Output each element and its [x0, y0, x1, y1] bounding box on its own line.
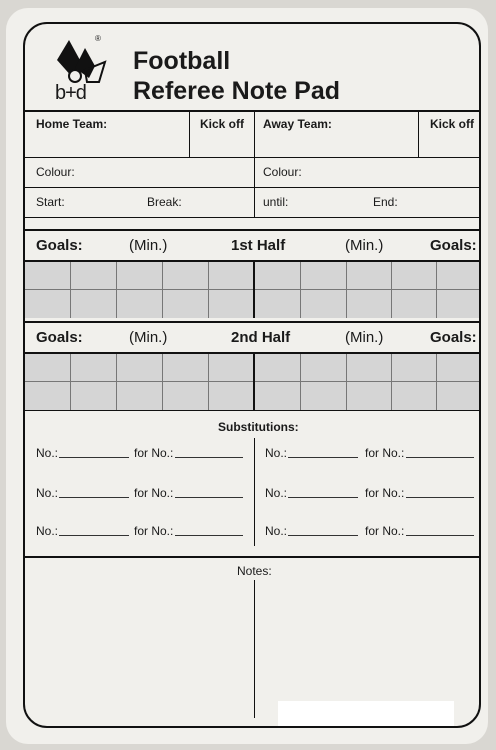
sub-for-label: for No.: — [365, 524, 405, 538]
sub-for-line — [175, 535, 243, 536]
divider — [25, 410, 479, 411]
min-right-label: (Min.) — [345, 329, 384, 346]
goals-left-label: Goals: — [36, 329, 83, 346]
sub-no-line — [59, 457, 129, 458]
sub-no-line — [288, 457, 358, 458]
substitutions-title: Substitutions: — [218, 420, 299, 434]
sub-for-label: for No.: — [134, 524, 174, 538]
sub-no-label: No.: — [265, 446, 288, 460]
sub-no-line — [288, 535, 358, 536]
home-team-label: Home Team: — [36, 117, 108, 131]
sub-for-label: for No.: — [134, 446, 174, 460]
notepad-form — [23, 22, 481, 728]
divider — [254, 438, 255, 546]
first-half-title: 1st Half — [231, 237, 286, 254]
second-half-title: 2nd Half — [231, 329, 291, 346]
away-team-label: Away Team: — [263, 117, 332, 131]
blank-label-sticker — [278, 701, 454, 726]
min-left-label: (Min.) — [129, 237, 168, 254]
sub-for-label: for No.: — [134, 486, 174, 500]
goals-left-label: Goals: — [36, 237, 83, 254]
registered-mark: ® — [95, 34, 101, 43]
start-label: Start: — [36, 195, 65, 209]
colour-right-label: Colour: — [263, 165, 302, 179]
notes-title: Notes: — [237, 564, 272, 578]
sub-no-label: No.: — [265, 524, 288, 538]
sub-no-label: No.: — [36, 486, 59, 500]
first-half-goal-grid — [25, 262, 481, 318]
sub-for-line — [406, 497, 474, 498]
title-line-1: Football — [133, 47, 231, 75]
sub-for-line — [175, 457, 243, 458]
end-label: End: — [373, 195, 398, 209]
sub-for-line — [406, 457, 474, 458]
sub-for-line — [175, 497, 243, 498]
min-right-label: (Min.) — [345, 237, 384, 254]
divider — [254, 580, 255, 718]
divider — [25, 110, 479, 112]
title-line-2: Referee Note Pad — [133, 77, 341, 105]
kick-off-left-label: Kick off — [200, 117, 245, 131]
until-label: until: — [263, 195, 289, 209]
sub-no-line — [59, 497, 129, 498]
divider — [254, 110, 255, 217]
goals-right-label: Goals: — [430, 329, 477, 346]
sub-for-label: for No.: — [365, 486, 405, 500]
min-left-label: (Min.) — [129, 329, 168, 346]
second-half-goal-grid — [25, 354, 481, 410]
divider — [25, 556, 479, 558]
kick-off-right-label: Kick off — [430, 117, 475, 131]
divider — [25, 229, 479, 231]
divider — [418, 110, 419, 157]
colour-left-label: Colour: — [36, 165, 75, 179]
sub-for-label: for No.: — [365, 446, 405, 460]
sub-no-label: No.: — [36, 446, 59, 460]
sub-no-label: No.: — [36, 524, 59, 538]
divider — [25, 321, 479, 323]
sub-no-line — [59, 535, 129, 536]
divider — [189, 110, 190, 157]
sub-for-line — [406, 535, 474, 536]
break-label: Break: — [147, 195, 182, 209]
divider — [25, 187, 479, 188]
sub-no-label: No.: — [265, 486, 288, 500]
goals-right-label: Goals: — [430, 237, 477, 254]
divider — [25, 157, 479, 158]
divider — [25, 217, 479, 218]
logo-text: b+d — [55, 82, 86, 104]
sub-no-line — [288, 497, 358, 498]
